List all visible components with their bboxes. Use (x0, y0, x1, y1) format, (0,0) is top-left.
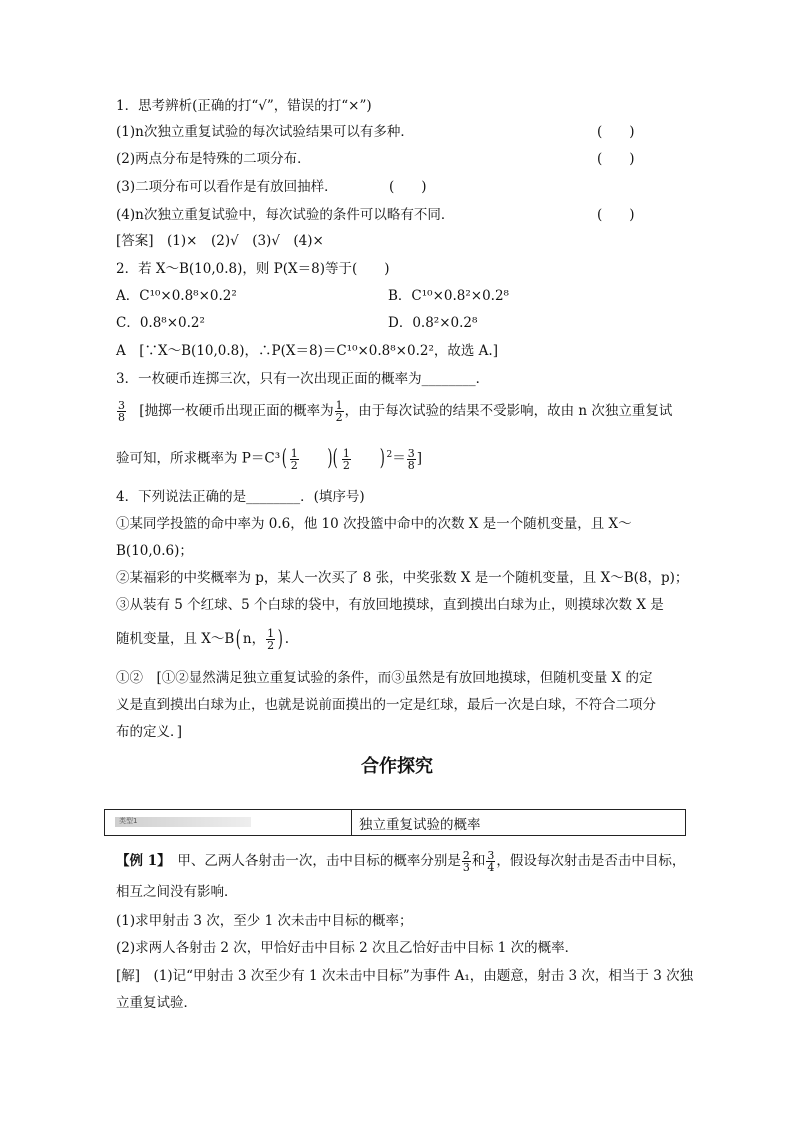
q3-solution-line2 (116, 445, 422, 471)
formula-half-1 (290, 448, 299, 471)
q1-item-2: (2)两点分布是特殊的二项分布． (116, 151, 311, 167)
q4-stem: 4．下列说法正确的是________．(填序号) (116, 489, 365, 505)
q4-statement-1a: ①某同学投篮的命中率为 0.6，他 10 次投篮中命中的次数 X 是一个随机变量，且 X～ (116, 516, 632, 532)
formula-left-paren: ( (236, 626, 242, 652)
q4-statement-3b-param: n， (242, 631, 266, 647)
q4-statement-3b-prefix: 随机变量，且 X～B (116, 631, 235, 647)
fraction-numerator: 1 (267, 627, 275, 640)
q1-paren-4: ( ) (597, 207, 635, 223)
q1-item-3: (3)二项分布可以看作是有放回抽样． (116, 179, 338, 195)
fraction-numerator: 1 (335, 399, 343, 412)
q1-item-1: (1)n次独立重复试验的每次试验结果可以有多种． (116, 124, 414, 140)
q3-half-fraction (335, 400, 344, 423)
example-part-1: (1)求甲射击 3 次，至少 1 次未击中目标的概率； (116, 913, 413, 929)
q4-statement-3b (116, 628, 289, 651)
fraction-denominator: 2 (335, 411, 343, 424)
q4-answer-line2: 义是直到摸出白球为止，也就是说前面摸出的一定是红球，最后一次是白球，不符合二项分 (116, 697, 656, 713)
example-text-a: 甲、乙两人各射击一次，击中目标的概率分别是 (163, 853, 461, 869)
formula-exponent: 2 (386, 450, 393, 460)
formula-left-paren: ( (281, 446, 287, 471)
example-solution-line2: 立重复试验． (116, 995, 197, 1011)
example-fraction-1 (462, 850, 471, 873)
fraction-numerator: 3 (487, 849, 495, 862)
fraction-numerator: 3 (407, 446, 415, 460)
q2-option-b: B．C¹⁰×0.8²×0.2⁸ (388, 288, 509, 304)
q1-paren-1: ( ) (597, 124, 635, 140)
formula-mid-paren: )( (327, 446, 338, 471)
q1-paren-2: ( ) (597, 151, 635, 167)
example-fraction-2 (486, 850, 495, 873)
section-title: 合作探究 (361, 756, 433, 777)
q3-solution-formula-prefix: 验可知，所求概率为 P＝C³ (116, 450, 281, 467)
q2-option-c: C．0.8⁸×0.2² (116, 315, 205, 331)
q2-option-a: A．C¹⁰×0.8⁸×0.2² (116, 288, 237, 304)
example-and: 和 (471, 853, 486, 869)
q3-solution-text-b: ，由于每次试验的结果不受影响，故由 n 次独立重复试 (344, 403, 673, 419)
fraction-numerator: 1 (342, 446, 350, 460)
q4-answer-line3: 布的定义．] (116, 724, 183, 740)
q1-paren-3: ( ) (389, 179, 427, 195)
q2-answer: A [∵X～B(10,0.8)，∴P(X＝8)＝C¹⁰×0.8⁸×0.2²，故选 A.] (116, 343, 498, 359)
q4-statement-3a: ③从装有 5 个红球、5 个白球的袋中，有放回地摸球，直到摸出白球为止，则摸球次数 X 是 (116, 597, 664, 613)
fraction-numerator: 1 (290, 446, 298, 460)
fraction-numerator: 2 (462, 849, 470, 862)
fraction-denominator: 3 (462, 861, 470, 874)
q2-stem: 2．若 X～B(10,0.8)，则 P(X＝8)等于( ) (116, 261, 390, 277)
formula-equals: ＝ (392, 450, 406, 467)
formula-half-2 (342, 448, 351, 471)
q4-statement-2: ②某福彩的中奖概率为 p，某人一次买了 8 张，中奖张数 X 是一个随机变量，且 X～B(8，p)； (116, 570, 689, 586)
q4-half-fraction (266, 628, 275, 651)
fraction-denominator: 2 (267, 639, 275, 652)
type-banner-left (105, 810, 352, 835)
example-part-2: (2)求两人各射击 2 次，甲恰好击中目标 2 次且乙恰好击中目标 1 次的概率． (116, 940, 579, 956)
q3-solution-line1 (116, 400, 672, 423)
fraction-denominator: 2 (290, 458, 298, 472)
fraction-denominator: 8 (407, 458, 415, 472)
q1-answer: [答案] (1)× (2)√ (3)√ (4)× (116, 233, 324, 249)
q1-item-4: (4)n次独立重复试验中，每次试验的条件可以略有不同． (116, 207, 455, 223)
q3-stem: 3．一枚硬币连掷三次，只有一次出现正面的概率为________． (116, 371, 490, 387)
formula-right-paren: ) (277, 626, 283, 652)
type-tag-label: 类型1 (119, 817, 138, 825)
example-line1 (116, 850, 685, 873)
fraction-denominator: 4 (487, 861, 495, 874)
formula-end-bracket: ] (416, 450, 422, 467)
formula-result-fraction (407, 448, 416, 471)
type-tag-graphic (115, 817, 251, 827)
q3-solution-text-a: [抛掷一枚硬币出现正面的概率为 (139, 403, 334, 419)
q4-statement-1b: B(10,0.6)； (116, 543, 193, 559)
q2-option-d: D．0.8²×0.2⁸ (388, 315, 478, 331)
fraction-denominator: 8 (118, 411, 125, 424)
q4-answer-line1: ①② [①②显然满足独立重复试验的条件，而③虽然是有放回地摸球，但随机变量 X 的定 (116, 670, 653, 686)
formula-right-paren: ) (379, 446, 385, 471)
example-solution-line1: [解] (1)记“甲射击 3 次至少有 1 次未击中目标”为事件 A₁，由题意，射击 3 次，相当于 3 次独 (116, 968, 694, 984)
example-line2: 相互之间没有影响． (116, 884, 238, 900)
example-tag: 【例 1】 (116, 853, 164, 869)
example-text-b: ，假设每次射击是否击中目标， (496, 853, 686, 869)
type-banner-label: 独立重复试验的概率 (359, 817, 481, 833)
fraction-numerator: 3 (118, 399, 125, 412)
type-banner (104, 809, 686, 836)
fraction-denominator: 2 (342, 458, 350, 472)
q4-statement-3b-end: . (284, 631, 290, 647)
q1-title: 1．思考辨析(正确的打“√”，错误的打“×”) (116, 98, 372, 114)
q3-answer-fraction (117, 400, 126, 423)
